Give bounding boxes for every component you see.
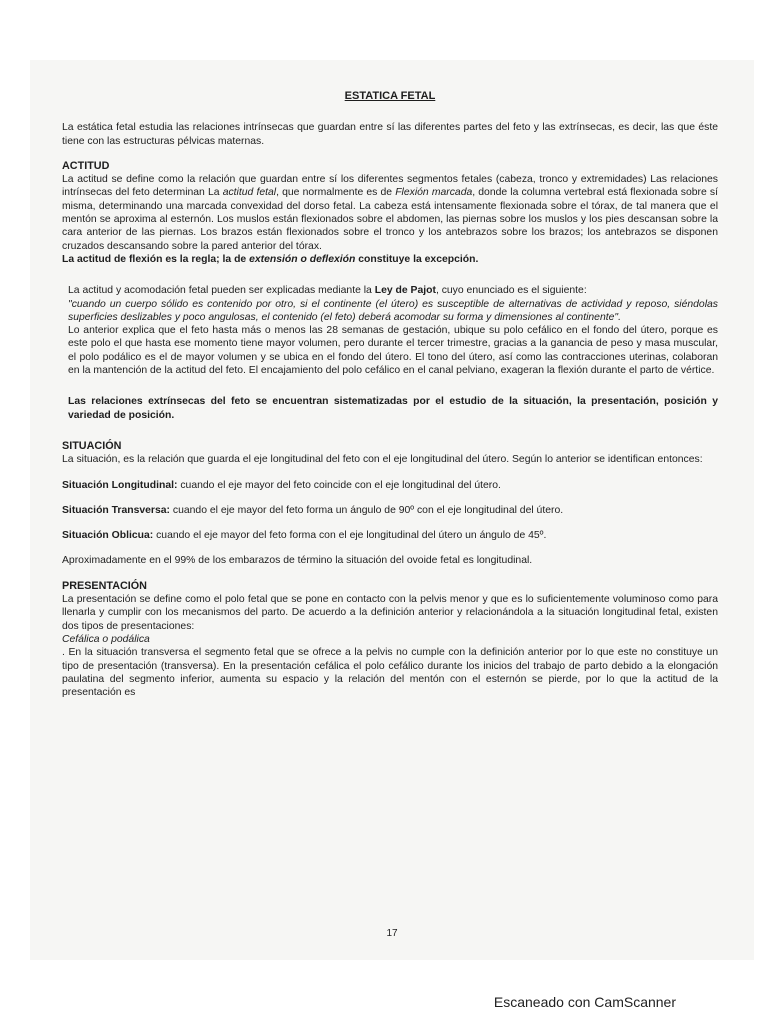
extrinsecas-paragraph: Las relaciones extrínsecas del feto se encuentran sistematizadas por el estudio de la situación, la presentación, posición y variedad de posición. — [68, 396, 718, 421]
document-body — [62, 90, 718, 699]
text-run-bold-italic: extensión o deflexión — [249, 253, 356, 265]
text-run-bold: Ley de Pajot — [374, 285, 436, 297]
heading-presentacion: PRESENTACIÓN — [62, 579, 147, 592]
situacion-transversa — [62, 504, 718, 517]
term-label: Situación Oblicua: — [62, 530, 154, 542]
presentacion-types: Cefálica o podálica — [62, 633, 150, 645]
text-run: , que normalmente es de — [276, 187, 396, 199]
text-run: La actitud se define como la relación que guardan entre sí los diferentes segmentos fetales (cabeza, tronco y extremidades) Las relaciones intrínsecas del feto determinan La — [62, 174, 718, 199]
term-text: cuando el eje mayor del feto coincide con el eje longitudinal del útero. — [177, 479, 501, 491]
text-run: , cuyo enunciado es el siguiente: — [435, 285, 587, 297]
text-run: La actitud y acomodación fetal pueden ser explicadas mediante la — [68, 285, 375, 297]
presentacion-paragraph-2: . En la situación transversa el segmento fetal que se ofrece a la pelvis no cumple con la definición anterior por lo que este no constituye un tipo de presentación (transversa). En la presentación cefálica el polo cefálico durante los inicios del trabajo de parto debido a la elongación paulatina del segmento inferior, aumenta su espacio y la relación del mentón con el esternón se pierde, por lo que la actitud de la presentación es — [62, 647, 718, 699]
scanned-page — [30, 60, 754, 960]
document-title: ESTATICA FETAL — [344, 90, 436, 102]
pajot-quote: "cuando un cuerpo sólido es contenido por otro, si el continente (el útero) es susceptible de alternativas de actividad y reposo, siéndolas superficies deslizables y poco angulosas, el contenido (el feto) deberá acomodar su forma y dimensiones al continente". — [68, 298, 718, 323]
term-text: cuando el eje mayor del feto forma un ángulo de 90º con el eje longitudinal del útero. — [170, 504, 564, 516]
pajot-intro — [68, 284, 718, 297]
situacion-oblicua — [62, 529, 718, 542]
heading-situacion: SITUACIÓN — [62, 439, 122, 452]
text-run: , donde la columna vertebral está flexionada sobre sí misma, determinando una marcada convexidad del dorso fetal. La cabeza está intensamente flexionada sobre el tórax, de tal manera que el mentón se aproxima al esternón. Los muslos están flexionados sobre el abdomen, las piernas sobre los muslos y los pies descansan sobre la cara anterior de las piernas. Los brazos están flexionados sobre el tronco y los antebrazos sobre los brazos; los antebrazos se disponen cruzados descansando sobre la pared anterior del tórax. — [62, 187, 719, 252]
heading-actitud: ACTITUD — [62, 159, 110, 172]
term-label: Situación Longitudinal: — [62, 479, 178, 491]
text-run-italic: actitud fetal — [222, 187, 277, 199]
presentacion-paragraph: La presentación se define como el polo fetal que se pone en contacto con la pelvis menor y que es lo suficientemente voluminoso como para llenarla y cumplir con los mecanismos del parto. De acuerdo a la definición anterior y relacionándola a la situación longitudinal fetal, existen dos tipos de presentaciones: — [62, 594, 718, 632]
text-run: constituye la excepción. — [355, 253, 479, 265]
actitud-paragraph — [62, 173, 718, 253]
term-label: Situación Transversa: — [62, 504, 170, 516]
term-text: cuando el eje mayor del feto forma con el eje longitudinal del útero un ángulo de 45º. — [153, 530, 547, 542]
text-run: La actitud de flexión es la regla; la de — [62, 253, 250, 265]
text-run-italic: Flexión marcada — [395, 187, 473, 199]
situacion-approx: Aproximadamente en el 99% de los embarazos de término la situación del ovoide fetal es longitudinal. — [62, 555, 533, 567]
camscanner-watermark: Escaneado con CamScanner — [493, 994, 676, 1010]
page-number: 17 — [386, 928, 398, 939]
situacion-longitudinal — [62, 479, 718, 492]
pajot-explanation: Lo anterior explica que el feto hasta más o menos las 28 semanas de gestación, ubique su polo cefálico en el fondo del útero, porque es este polo el que hasta ese momento tiene mayor volumen, pero durante el tercer trimestre, gracias a la ganancia de peso y masa muscular, el polo podálico es el de mayor volumen y se ubica en el fondo del útero. El tono del útero, así como las contracciones uterinas, colaboran en la mantención de la actitud del feto. El encajamiento del polo cefálico en el canal pelviano, exageran la flexión durante el parto de vértice. — [68, 325, 718, 377]
intro-paragraph: La estática fetal estudia las relaciones intrínsecas que guardan entre sí las diferentes partes del feto y las extrínsecas, es decir, las que éste tiene con las estructuras pélvicas maternas. — [62, 122, 718, 147]
pajot-section — [62, 284, 718, 422]
actitud-rule — [62, 253, 718, 266]
situacion-paragraph: La situación, es la relación que guarda el eje longitudinal del feto con el eje longitudinal del útero. Según lo anterior se identifican entonces: — [62, 454, 703, 466]
